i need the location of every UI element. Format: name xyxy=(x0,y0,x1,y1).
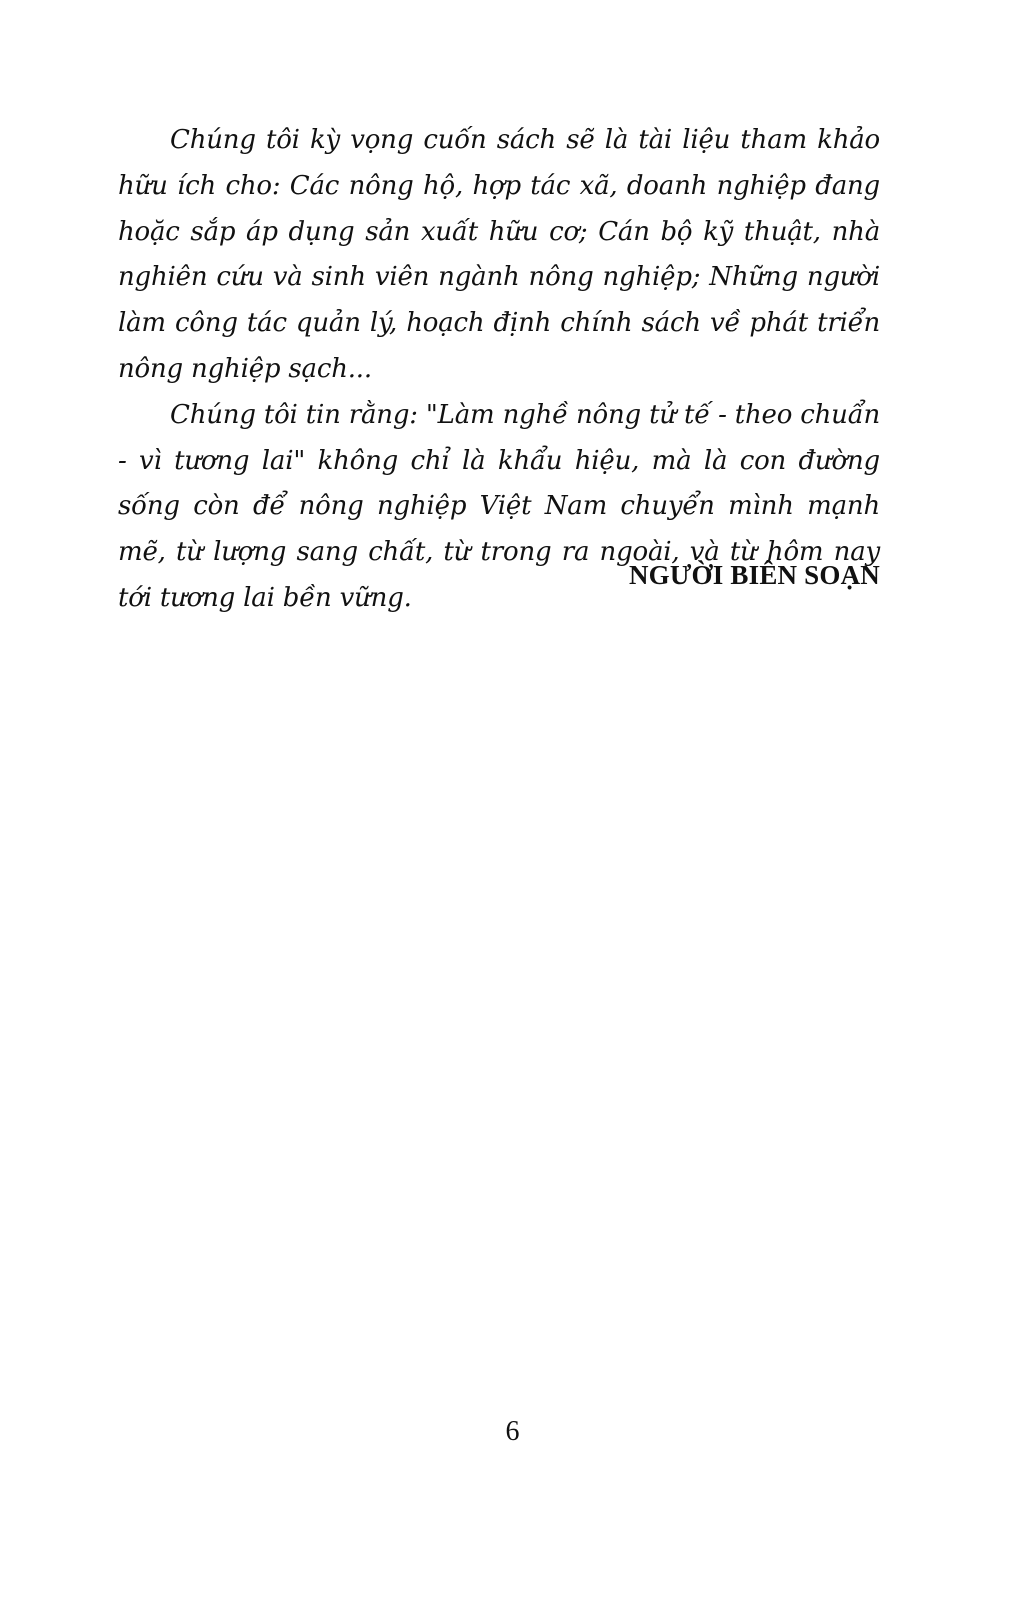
body-text xyxy=(118,118,880,622)
paragraph-belief: Chúng tôi tin rằng: "Làm nghề nông tử tế - theo chuẩn - vì tương lai" không chỉ là khẩu hiệu, mà là con đường sống còn để nông nghiệp Việt Nam chuyển mình mạnh mẽ, từ lượng sang chất, từ trong ra ngoài, và từ hôm nay tới tương lai bền vững. xyxy=(118,399,880,613)
page-number: 6 xyxy=(505,1416,520,1447)
author-signature: NGƯỜI BIÊN SOẠN xyxy=(628,560,880,590)
paragraph-expectations: Chúng tôi kỳ vọng cuốn sách sẽ là tài liệu tham khảo hữu ích cho: Các nông hộ, hợp tác xã, doanh nghiệp đang hoặc sắp áp dụng sản xuất hữu cơ; Cán bộ kỹ thuật, nhà nghiên cứu và sinh viên ngành nông nghiệp; Những người làm công tác quản lý, hoạch định chính sách về phát triển nông nghiệp sạch... xyxy=(118,125,880,384)
